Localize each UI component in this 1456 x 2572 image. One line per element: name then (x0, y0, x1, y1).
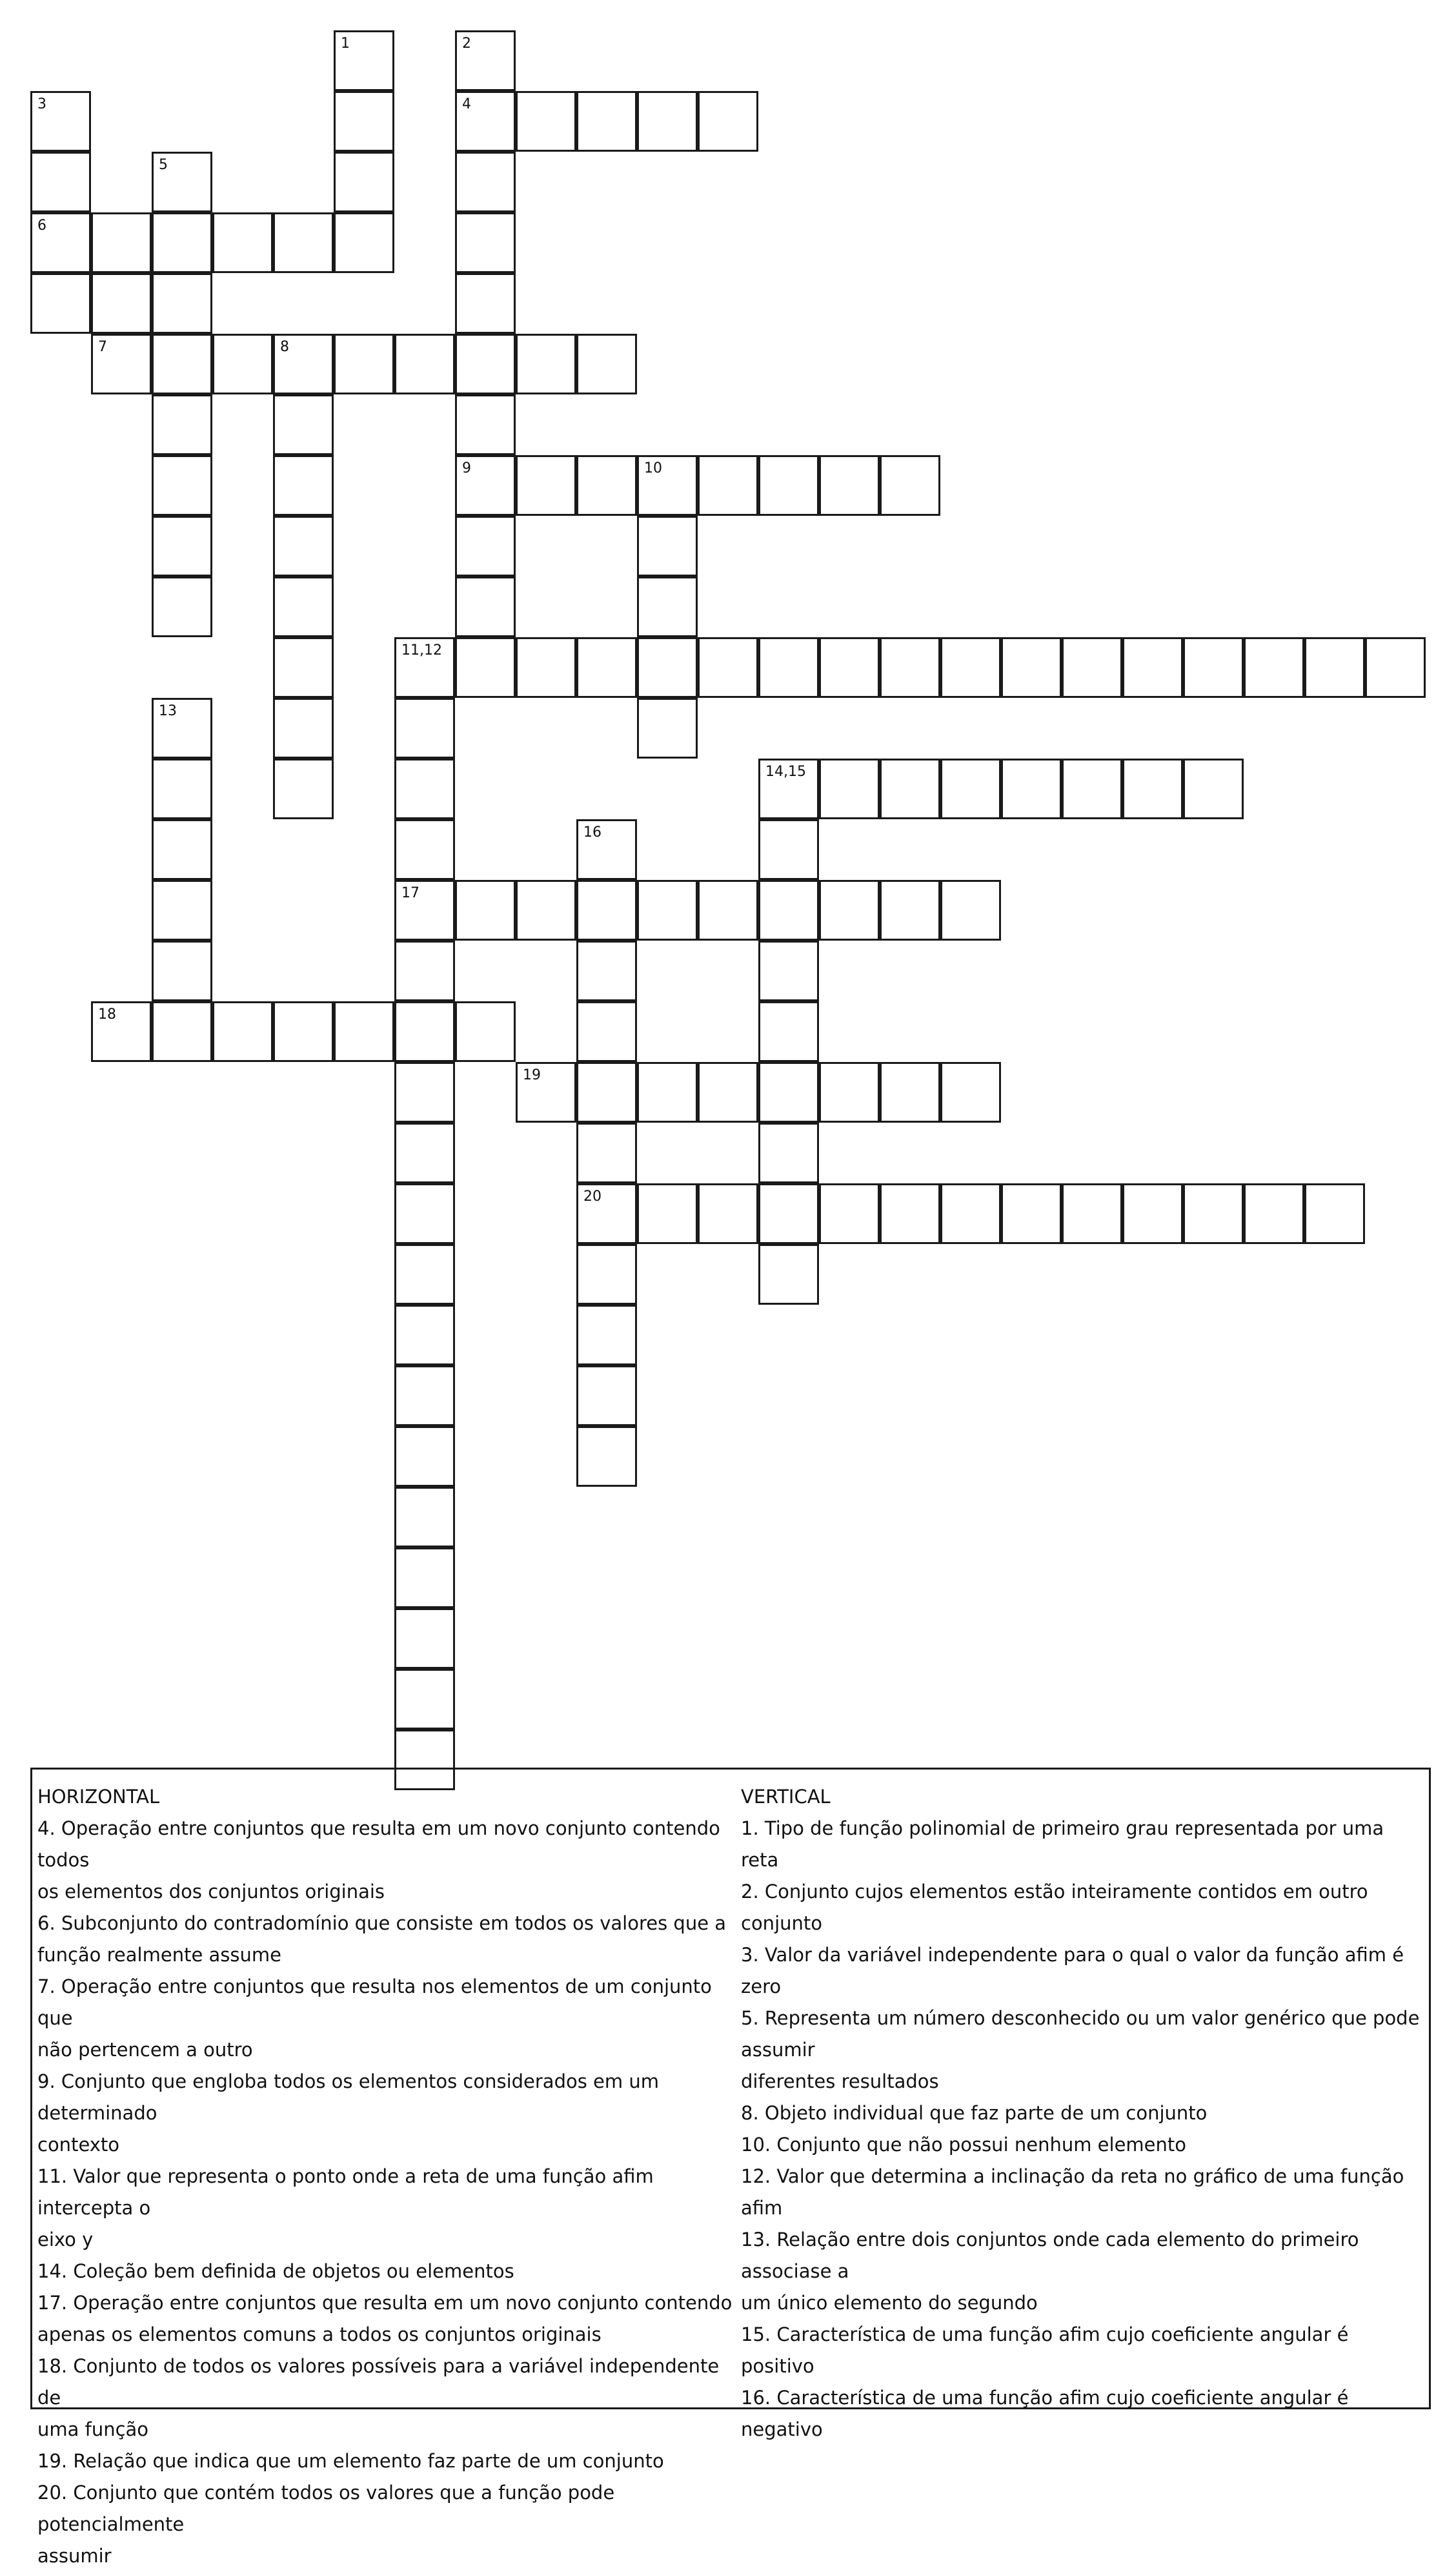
grid-cell[interactable] (819, 455, 880, 516)
clue-line: um único elemento do segundo (741, 2292, 1038, 2314)
grid-cell[interactable] (394, 759, 455, 819)
grid-cell[interactable] (758, 455, 819, 516)
clue-line: 1. Tipo de função polinomial de primeiro grau representada por uma reta (741, 1817, 1384, 1871)
grid-cell[interactable] (273, 577, 334, 637)
clue-line: os elementos dos conjuntos originais (37, 1881, 385, 1903)
grid-cell[interactable] (273, 1001, 334, 1062)
clue-number: 6 (37, 218, 46, 234)
grid-cell[interactable] (576, 1123, 637, 1183)
grid-cell[interactable] (576, 455, 637, 516)
grid-cell[interactable] (1122, 637, 1183, 698)
grid-cell[interactable] (91, 273, 152, 334)
grid-cell[interactable] (334, 212, 394, 273)
grid-cell[interactable] (576, 1183, 637, 1244)
clue-line: 5. Representa um número desconhecido ou um valor genérico que pode assumir (741, 2007, 1420, 2061)
grid-cell[interactable] (576, 637, 637, 698)
grid-cell[interactable] (637, 880, 698, 941)
grid-cell[interactable] (637, 637, 698, 698)
grid-cell[interactable] (455, 516, 516, 577)
grid-cell[interactable] (637, 577, 698, 637)
grid-cell[interactable] (698, 91, 758, 152)
grid-cell[interactable] (880, 880, 940, 941)
grid-cell[interactable] (394, 1365, 455, 1426)
grid-cell[interactable] (516, 1062, 576, 1123)
grid-cell[interactable] (516, 880, 576, 941)
clue-line: 10. Conjunto que não possui nenhum elemento (741, 2134, 1186, 2156)
grid-cell[interactable] (758, 637, 819, 698)
grid-cell[interactable] (152, 577, 212, 637)
grid-cell[interactable] (880, 759, 940, 819)
grid-cell[interactable] (516, 637, 576, 698)
grid-cell[interactable] (152, 455, 212, 516)
grid-cell[interactable] (455, 334, 516, 394)
grid-cell[interactable] (819, 759, 880, 819)
grid-cell[interactable] (819, 637, 880, 698)
grid-cell[interactable] (758, 1001, 819, 1062)
grid-cell[interactable] (1062, 1183, 1122, 1244)
grid-cell[interactable] (637, 516, 698, 577)
clue-line: 20. Conjunto que contém todos os valores que a função pode potencialmente (37, 2482, 615, 2535)
clue-line: 17. Operação entre conjuntos que resulta em um novo conjunto contendo (37, 2292, 733, 2314)
grid-cell[interactable] (394, 1487, 455, 1547)
grid-cell[interactable] (152, 1001, 212, 1062)
grid-cell[interactable] (1062, 759, 1122, 819)
grid-cell[interactable] (394, 1608, 455, 1669)
clue-line: 6. Subconjunto do contradomínio que consiste em todos os valores que a (37, 1912, 727, 1934)
clue-line: 9. Conjunto que engloba todos os elementos considerados em um determinado (37, 2070, 659, 2124)
clue-line: 11. Valor que representa o ponto onde a reta de uma função afim intercepta o (37, 2165, 654, 2219)
grid-cell[interactable] (212, 212, 273, 273)
clue-line: 18. Conjunto de todos os valores possíveis para a variável independente de (37, 2355, 720, 2409)
grid-cell[interactable] (152, 819, 212, 880)
grid-cell[interactable] (880, 455, 940, 516)
clue-number: 5 (159, 157, 168, 173)
grid-cell[interactable] (1122, 1183, 1183, 1244)
grid-cell[interactable] (576, 91, 637, 152)
grid-cell[interactable] (819, 1062, 880, 1123)
clues-box (30, 1768, 1431, 2567)
clue-line: 12. Valor que determina a inclinação da reta no gráfico de uma função afim (741, 2165, 1404, 2219)
grid-cell[interactable] (455, 577, 516, 637)
grid-cell[interactable] (91, 334, 152, 394)
clue-number: 8 (280, 339, 289, 355)
grid-cell[interactable] (698, 637, 758, 698)
grid-cell[interactable] (576, 1062, 637, 1123)
clue-line: diferentes resultados (741, 2070, 939, 2092)
grid-cell[interactable] (394, 1183, 455, 1244)
clue-number: 10 (644, 460, 662, 476)
grid-cell[interactable] (273, 637, 334, 698)
clue-line: eixo y (37, 2229, 94, 2250)
grid-cell[interactable] (819, 880, 880, 941)
grid-cell[interactable] (273, 212, 334, 273)
grid-cell[interactable] (394, 1305, 455, 1365)
grid-cell[interactable] (455, 637, 516, 698)
grid-cell[interactable] (273, 516, 334, 577)
grid-cell[interactable] (1001, 1183, 1062, 1244)
grid-cell[interactable] (394, 1426, 455, 1487)
grid-cell[interactable] (394, 334, 455, 394)
grid-cell[interactable] (758, 941, 819, 1001)
grid-cell[interactable] (455, 212, 516, 273)
grid-cell[interactable] (152, 880, 212, 941)
grid-cell[interactable] (576, 941, 637, 1001)
clue-number: 18 (98, 1006, 116, 1023)
clue-line: 7. Operação entre conjuntos que resulta nos elementos de um conjunto que (37, 1975, 712, 2029)
grid-cell[interactable] (940, 637, 1001, 698)
clue-line: 14. Coleção bem definida de objetos ou elementos (37, 2260, 514, 2282)
grid-cell[interactable] (334, 152, 394, 212)
clue-number: 20 (583, 1189, 602, 1205)
grid-cell[interactable] (698, 1062, 758, 1123)
horizontal-clues (37, 1781, 741, 2572)
grid-cell[interactable] (1244, 1183, 1304, 1244)
grid-cell[interactable] (394, 1123, 455, 1183)
grid-cell[interactable] (152, 394, 212, 455)
grid-cell[interactable] (455, 273, 516, 334)
vertical-clues (741, 1781, 1426, 2445)
grid-cell[interactable] (1062, 637, 1122, 698)
horizontal-heading: HORIZONTAL (37, 1786, 160, 1808)
grid-cell[interactable] (394, 880, 455, 941)
grid-cell[interactable] (880, 1062, 940, 1123)
grid-cell[interactable] (758, 880, 819, 941)
vertical-heading: VERTICAL (741, 1786, 831, 1808)
grid-cell[interactable] (819, 1183, 880, 1244)
grid-cell[interactable] (637, 91, 698, 152)
grid-cell[interactable] (758, 759, 819, 819)
grid-cell[interactable] (516, 91, 576, 152)
grid-cell[interactable] (91, 212, 152, 273)
grid-cell[interactable] (212, 334, 273, 394)
grid-cell[interactable] (637, 698, 698, 759)
grid-cell[interactable] (455, 455, 516, 516)
clue-number: 13 (159, 703, 177, 719)
grid-cell[interactable] (394, 637, 455, 698)
grid-cell[interactable] (394, 1001, 455, 1062)
grid-cell[interactable] (30, 152, 91, 212)
grid-cell[interactable] (698, 880, 758, 941)
clue-line: 13. Relação entre dois conjuntos onde cada elemento do primeiro associase a (741, 2229, 1359, 2282)
grid-cell[interactable] (152, 759, 212, 819)
grid-cell[interactable] (394, 698, 455, 759)
grid-cell[interactable] (152, 334, 212, 394)
clue-number: 7 (98, 339, 107, 355)
grid-cell[interactable] (576, 1365, 637, 1426)
clue-line: 2. Conjunto cujos elementos estão inteiramente contidos em outro conjunto (741, 1881, 1368, 1934)
clue-line: 8. Objeto individual que faz parte de um conjunto (741, 2102, 1208, 2124)
grid-cell[interactable] (152, 273, 212, 334)
grid-cell[interactable] (880, 637, 940, 698)
grid-cell[interactable] (1365, 637, 1426, 698)
clue-number: 2 (462, 36, 471, 52)
grid-cell[interactable] (1183, 637, 1244, 698)
grid-cell[interactable] (940, 1062, 1001, 1123)
grid-cell[interactable] (576, 334, 637, 394)
grid-cell[interactable] (152, 698, 212, 759)
grid-cell[interactable] (394, 941, 455, 1001)
clue-number: 14,15 (765, 764, 806, 780)
grid-cell[interactable] (576, 1001, 637, 1062)
grid-cell[interactable] (273, 394, 334, 455)
clue-line: 3. Valor da variável independente para o qual o valor da função afim é zero (741, 1944, 1404, 1997)
clue-line: assumir (37, 2545, 112, 2567)
grid-cell[interactable] (1122, 759, 1183, 819)
clue-number: 3 (37, 96, 46, 112)
grid-cell[interactable] (576, 880, 637, 941)
grid-cell[interactable] (30, 273, 91, 334)
grid-cell[interactable] (455, 394, 516, 455)
grid-cell[interactable] (1304, 1183, 1365, 1244)
grid-cell[interactable] (152, 941, 212, 1001)
grid-cell[interactable] (516, 334, 576, 394)
grid-cell[interactable] (576, 819, 637, 880)
grid-cell[interactable] (880, 1183, 940, 1244)
grid-cell[interactable] (30, 91, 91, 152)
grid-cell[interactable] (152, 212, 212, 273)
grid-cell[interactable] (394, 1244, 455, 1305)
grid-cell[interactable] (273, 759, 334, 819)
grid-cell[interactable] (1183, 759, 1244, 819)
grid-cell[interactable] (758, 819, 819, 880)
grid-cell[interactable] (940, 880, 1001, 941)
clue-line: função realmente assume (37, 1944, 281, 1966)
grid-cell[interactable] (455, 91, 516, 152)
grid-cell[interactable] (637, 455, 698, 516)
grid-cell[interactable] (152, 516, 212, 577)
grid-cell[interactable] (698, 1183, 758, 1244)
clue-line: 15. Característica de uma função afim cujo coeficiente angular é positivo (741, 2323, 1349, 2377)
grid-cell[interactable] (394, 819, 455, 880)
grid-cell[interactable] (91, 1001, 152, 1062)
clue-line: não pertencem a outro (37, 2039, 253, 2061)
grid-cell[interactable] (940, 759, 1001, 819)
grid-cell[interactable] (758, 1062, 819, 1123)
grid-cell[interactable] (940, 1183, 1001, 1244)
grid-cell[interactable] (152, 152, 212, 212)
grid-cell[interactable] (455, 152, 516, 212)
clue-line: 19. Relação que indica que um elemento faz parte de um conjunto (37, 2450, 664, 2472)
grid-cell[interactable] (30, 212, 91, 273)
clue-number: 1 (341, 36, 350, 52)
clue-line: apenas os elementos comuns a todos os conjuntos originais (37, 2323, 602, 2345)
grid-cell[interactable] (334, 91, 394, 152)
grid-cell[interactable] (516, 455, 576, 516)
grid-cell[interactable] (576, 1426, 637, 1487)
clue-number: 11,12 (401, 642, 442, 658)
clue-number: 19 (523, 1067, 541, 1083)
clue-number: 17 (401, 885, 420, 901)
grid-cell[interactable] (758, 1183, 819, 1244)
grid-cell[interactable] (394, 1547, 455, 1608)
clue-line: 16. Característica de uma função afim cujo coeficiente angular é negativo (741, 2387, 1349, 2440)
grid-cell[interactable] (334, 30, 394, 91)
grid-cell[interactable] (455, 30, 516, 91)
grid-cell[interactable] (334, 1001, 394, 1062)
clue-number: 4 (462, 96, 471, 112)
grid-cell[interactable] (1001, 637, 1062, 698)
grid-cell[interactable] (1304, 637, 1365, 698)
grid-cell[interactable] (1244, 637, 1304, 698)
grid-cell[interactable] (758, 1123, 819, 1183)
grid-cell[interactable] (758, 1244, 819, 1305)
grid-cell[interactable] (334, 334, 394, 394)
grid-cell[interactable] (637, 1183, 698, 1244)
grid-cell[interactable] (1183, 1183, 1244, 1244)
grid-cell[interactable] (394, 1669, 455, 1730)
grid-cell[interactable] (1001, 759, 1062, 819)
grid-cell[interactable] (455, 1001, 516, 1062)
clue-line: uma função (37, 2418, 149, 2440)
grid-cell[interactable] (576, 1244, 637, 1305)
grid-cell[interactable] (455, 880, 516, 941)
clue-number: 9 (462, 460, 471, 476)
grid-cell[interactable] (212, 1001, 273, 1062)
clue-line: 4. Operação entre conjuntos que resulta em um novo conjunto contendo todos (37, 1817, 720, 1871)
grid-cell[interactable] (394, 1062, 455, 1123)
clue-number: 16 (583, 824, 602, 841)
grid-cell[interactable] (273, 698, 334, 759)
grid-cell[interactable] (273, 334, 334, 394)
grid-cell[interactable] (698, 455, 758, 516)
clue-line: contexto (37, 2134, 120, 2156)
grid-cell[interactable] (273, 455, 334, 516)
grid-cell[interactable] (637, 1062, 698, 1123)
grid-cell[interactable] (576, 1305, 637, 1365)
